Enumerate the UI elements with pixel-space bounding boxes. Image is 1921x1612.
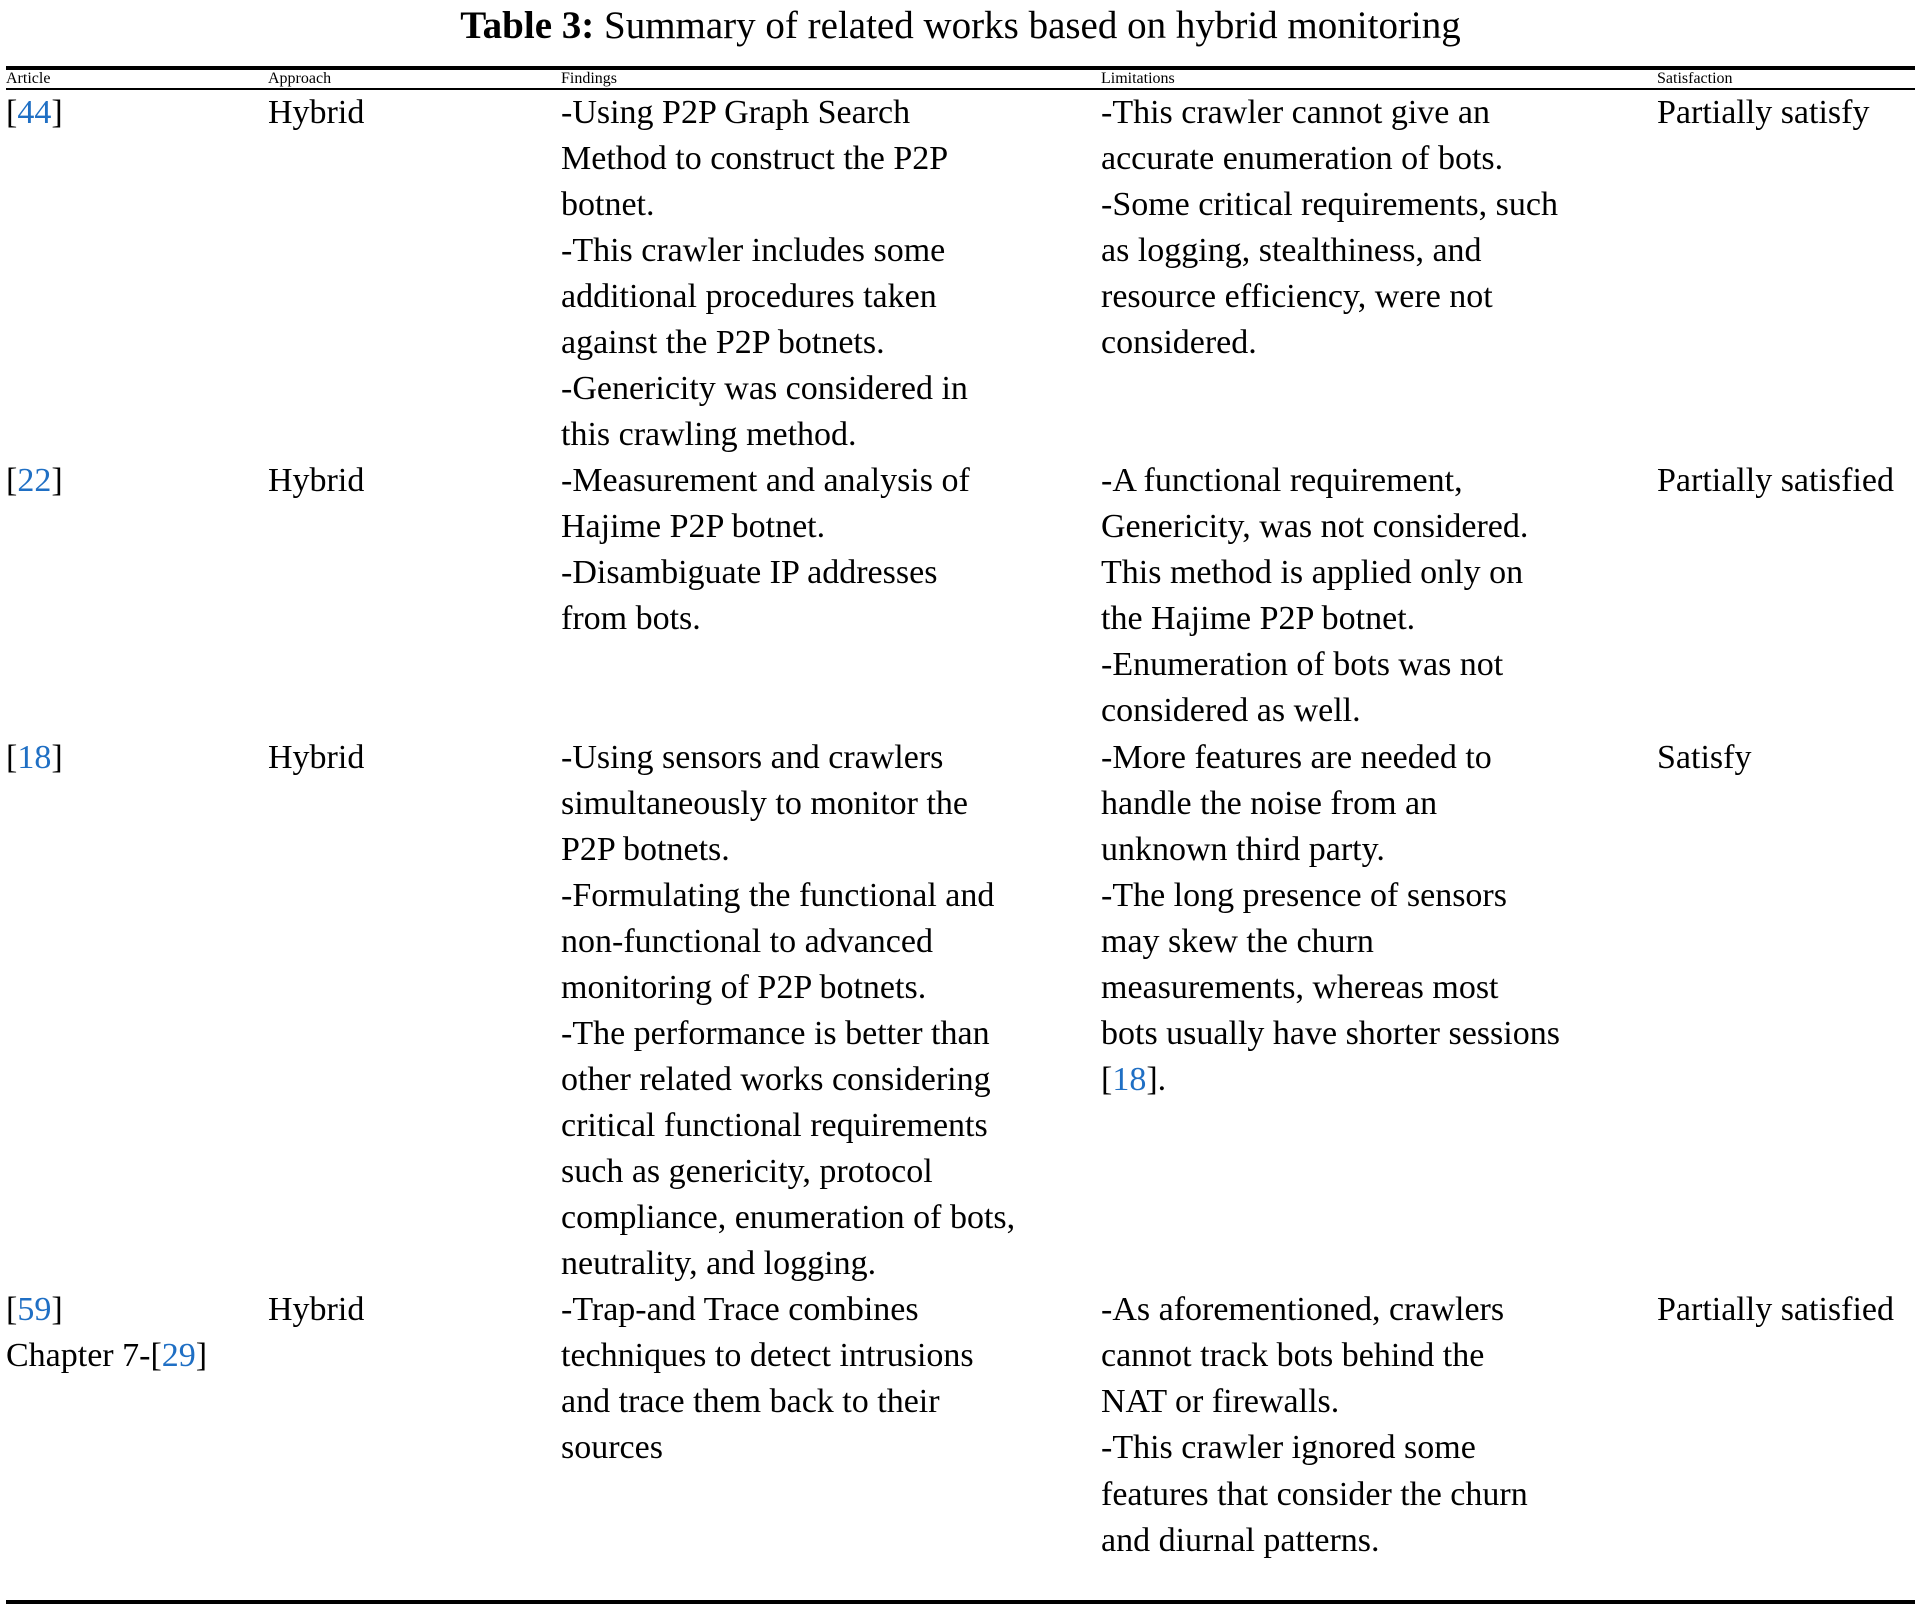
text-line: may skew the churn: [1101, 922, 1374, 960]
text-line: -Some critical requirements, such: [1101, 185, 1558, 223]
text-line: -Disambiguate IP addresses: [561, 554, 938, 592]
text-line: -A functional requirement,: [1101, 462, 1463, 500]
satisfaction-value: Partially satisfied: [1657, 462, 1895, 500]
text-line: -Using sensors and crawlers: [561, 738, 944, 776]
text-line: considered as well.: [1101, 692, 1361, 730]
cell-findings-lines: [561, 458, 1101, 642]
related-works-table: [6, 70, 1915, 88]
cell-limitations-lines: [1101, 458, 1657, 734]
table-bottom-rule: [6, 1600, 1915, 1604]
text-line: -Genericity was considered in: [561, 370, 968, 408]
text-line: -Formulating the functional and: [561, 876, 995, 914]
citation-link[interactable]: 18: [1112, 1060, 1147, 1098]
text-line: -Using P2P Graph Search: [561, 93, 911, 131]
cell-limitations: [1101, 90, 1657, 459]
text-line: botnet.: [561, 185, 655, 223]
text-line: -Measurement and analysis of: [561, 462, 970, 500]
text-line: simultaneously to monitor the: [561, 784, 969, 822]
cell-findings: [561, 735, 1101, 1288]
text-line: [22]: [6, 462, 63, 500]
text-line: [44]: [6, 93, 63, 131]
cell-satisfaction: [1657, 1287, 1915, 1563]
table-bottom-rule-wrap: [6, 1600, 1915, 1604]
text-line: handle the noise from an: [1101, 784, 1438, 822]
table-row: [6, 735, 1915, 1288]
text-line: -This crawler ignored some: [1101, 1429, 1476, 1467]
text-line: against the P2P botnets.: [561, 323, 885, 361]
cell-findings-lines: [561, 1287, 1101, 1471]
text-line: Chapter 7-[29]: [6, 1337, 208, 1375]
text-line: Method to construct the P2P: [561, 139, 949, 177]
citation-link[interactable]: 22: [17, 462, 52, 500]
text-line: the Hajime P2P botnet.: [1101, 600, 1416, 638]
cell-article: [6, 735, 268, 1288]
satisfaction-value: Satisfy: [1657, 738, 1752, 776]
cell-satisfaction: [1657, 458, 1915, 734]
table-caption-text: Summary of related works based on hybrid monitoring: [604, 4, 1461, 47]
text-line: [18]: [6, 738, 63, 776]
table-row: [6, 1287, 1915, 1563]
related-works-table-body: [6, 90, 1915, 1564]
cell-findings-lines: [561, 735, 1101, 1288]
cell-article: [6, 90, 268, 459]
text-line: P2P botnets.: [561, 830, 730, 868]
cell-findings: [561, 1287, 1101, 1563]
text-line: as logging, stealthiness, and: [1101, 231, 1482, 269]
text-line: Genericity, was not considered.: [1101, 508, 1529, 546]
column-header-satisfaction: Satisfaction: [1657, 69, 1733, 87]
table-header-row: [6, 70, 1915, 88]
text-line: [18].: [1101, 1060, 1167, 1098]
table-caption-label: Table 3:: [460, 4, 595, 47]
text-line: considered.: [1101, 323, 1257, 361]
column-header-approach: Approach: [268, 69, 332, 87]
column-header-limitations: Limitations: [1101, 69, 1175, 87]
text-line: critical functional requirements: [561, 1107, 988, 1145]
text-line: -The long presence of sensors: [1101, 876, 1507, 914]
text-line: and trace them back to their: [561, 1383, 940, 1421]
column-header-findings: Findings: [561, 69, 618, 87]
text-line: non-functional to advanced: [561, 922, 933, 960]
text-line: additional procedures taken: [561, 277, 937, 315]
cell-article: [6, 1287, 268, 1563]
text-line: -Enumeration of bots was not: [1101, 646, 1504, 684]
column-header-article: Article: [6, 69, 51, 87]
satisfaction-value: Partially satisfied: [1657, 1291, 1895, 1329]
text-line: compliance, enumeration of bots,: [561, 1199, 1016, 1237]
text-line: unknown third party.: [1101, 830, 1385, 868]
text-line: -More features are needed to: [1101, 738, 1492, 776]
cell-article-lines: [6, 735, 268, 781]
cell-satisfaction: [1657, 90, 1915, 459]
cell-approach: [268, 458, 561, 734]
text-line: -The performance is better than: [561, 1014, 990, 1052]
text-line: -Trap-and Trace combines: [561, 1291, 919, 1329]
text-line: -This crawler includes some: [561, 231, 946, 269]
cell-limitations-lines: [1101, 90, 1657, 366]
text-line: such as genericity, protocol: [561, 1153, 933, 1191]
table-row: [6, 90, 1915, 459]
cell-findings-lines: [561, 90, 1101, 459]
text-line: measurements, whereas most: [1101, 968, 1499, 1006]
citation-link[interactable]: 59: [17, 1291, 52, 1329]
text-line: this crawling method.: [561, 416, 857, 454]
satisfaction-value: Partially satisfy: [1657, 93, 1870, 131]
cell-article-lines: [6, 1287, 268, 1379]
citation-link[interactable]: 44: [17, 93, 52, 131]
text-line: features that consider the churn: [1101, 1475, 1528, 1513]
text-line: [59]: [6, 1291, 63, 1329]
cell-article-lines: [6, 90, 268, 136]
text-line: NAT or firewalls.: [1101, 1383, 1340, 1421]
table-row: [6, 458, 1915, 734]
cell-limitations: [1101, 1287, 1657, 1563]
cell-limitations-lines: [1101, 735, 1657, 1104]
text-line: other related works considering: [561, 1060, 991, 1098]
text-line: resource efficiency, were not: [1101, 277, 1493, 315]
text-line: bots usually have shorter sessions: [1101, 1014, 1560, 1052]
text-line: Hajime P2P botnet.: [561, 508, 826, 546]
citation-link[interactable]: 18: [17, 738, 52, 776]
cell-limitations: [1101, 735, 1657, 1288]
cell-limitations-lines: [1101, 1287, 1657, 1563]
approach-value: Hybrid: [268, 1291, 365, 1329]
cell-article: [6, 458, 268, 734]
cell-satisfaction: [1657, 735, 1915, 1288]
text-line: accurate enumeration of bots.: [1101, 139, 1504, 177]
table-body: [6, 90, 1915, 1564]
approach-value: Hybrid: [268, 738, 365, 776]
cell-approach: [268, 90, 561, 459]
table-caption: [6, 0, 1915, 66]
cell-limitations: [1101, 458, 1657, 734]
cell-findings: [561, 90, 1101, 459]
cell-findings: [561, 458, 1101, 734]
text-line: -As aforementioned, crawlers: [1101, 1291, 1505, 1329]
text-line: monitoring of P2P botnets.: [561, 968, 927, 1006]
approach-value: Hybrid: [268, 93, 365, 131]
cell-approach: [268, 735, 561, 1288]
text-line: techniques to detect intrusions: [561, 1337, 974, 1375]
cell-approach: [268, 1287, 561, 1563]
text-line: sources: [561, 1429, 663, 1467]
citation-link[interactable]: 29: [161, 1337, 196, 1375]
cell-article-lines: [6, 458, 268, 504]
text-line: This method is applied only on: [1101, 554, 1524, 592]
approach-value: Hybrid: [268, 462, 365, 500]
text-line: cannot track bots behind the: [1101, 1337, 1485, 1375]
text-line: and diurnal patterns.: [1101, 1521, 1380, 1559]
text-line: neutrality, and logging.: [561, 1245, 877, 1283]
text-line: from bots.: [561, 600, 701, 638]
text-line: -This crawler cannot give an: [1101, 93, 1490, 131]
